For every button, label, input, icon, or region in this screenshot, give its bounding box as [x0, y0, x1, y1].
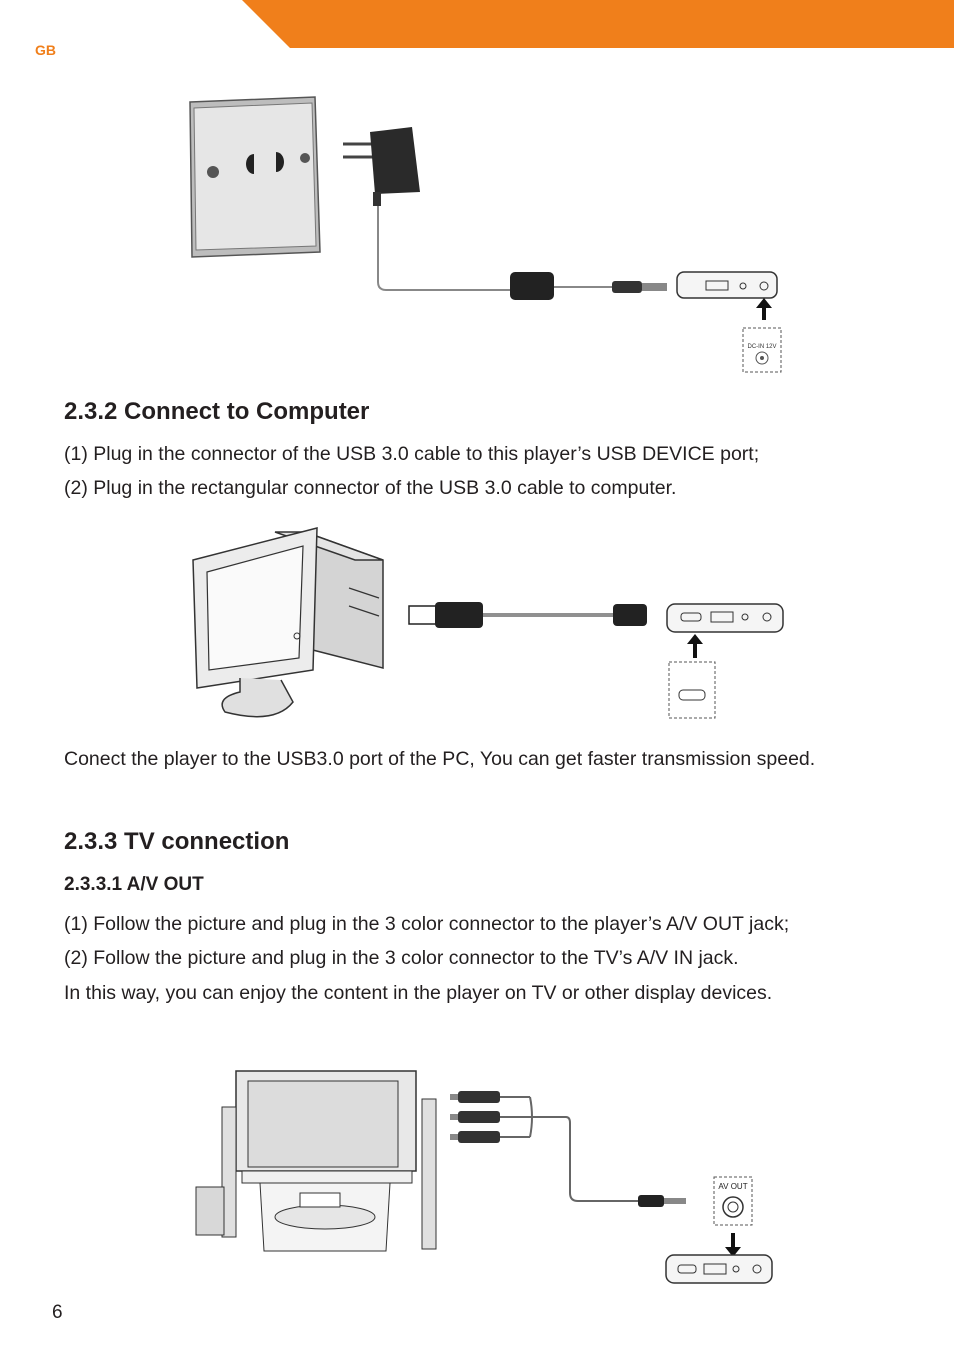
dc-in-port-label: DC-IN 12V: [747, 344, 777, 350]
player-device-illustration-2: [667, 604, 783, 718]
instruction-step-1: (1) Plug in the connector of the USB 3.0 cable to this player’s USB DEVICE port;: [64, 443, 760, 465]
computer-illustration: [193, 528, 383, 717]
player-device-illustration: [677, 272, 781, 372]
language-tag: GB: [35, 42, 56, 58]
section-heading-connect-computer: 2.3.2 Connect to Computer: [64, 398, 370, 425]
av-out-jack-illustration: [714, 1177, 752, 1257]
power-adapter-illustration: [343, 127, 667, 300]
instruction-step-2: (2) Plug in the rectangular connector of the USB 3.0 cable to computer.: [64, 477, 677, 499]
page-number: 6: [52, 1302, 63, 1323]
tv-instruction-step-1: (1) Follow the picture and plug in the 3 color connector to the player’s A/V OUT jack;: [64, 913, 790, 935]
section-heading-tv-connection: 2.3.3 TV connection: [64, 828, 290, 855]
header-accent-bar: [0, 0, 954, 50]
tv-instruction-step-2: (2) Follow the picture and plug in the 3 color connector to the TV’s A/V IN jack.: [64, 947, 739, 969]
player-device-illustration-3: [666, 1255, 772, 1283]
subsection-heading-av-out: 2.3.3.1 A/V OUT: [64, 874, 204, 895]
tv-connection-figure: [190, 1065, 790, 1290]
power-connection-figure: [180, 92, 800, 377]
usb-cable-illustration: [409, 602, 647, 628]
av-out-label: AV OUT: [718, 1182, 748, 1191]
usb3-speed-note: Conect the player to the USB3.0 port of the PC, You can get faster transmission speed.: [64, 748, 816, 770]
tv-instruction-note: In this way, you can enjoy the content in the player on TV or other display devices.: [64, 982, 773, 1004]
rca-cable-illustration: [450, 1091, 686, 1207]
wall-socket-illustration: [190, 97, 320, 257]
tv-illustration: [236, 1071, 416, 1251]
computer-connection-figure: [185, 520, 795, 725]
